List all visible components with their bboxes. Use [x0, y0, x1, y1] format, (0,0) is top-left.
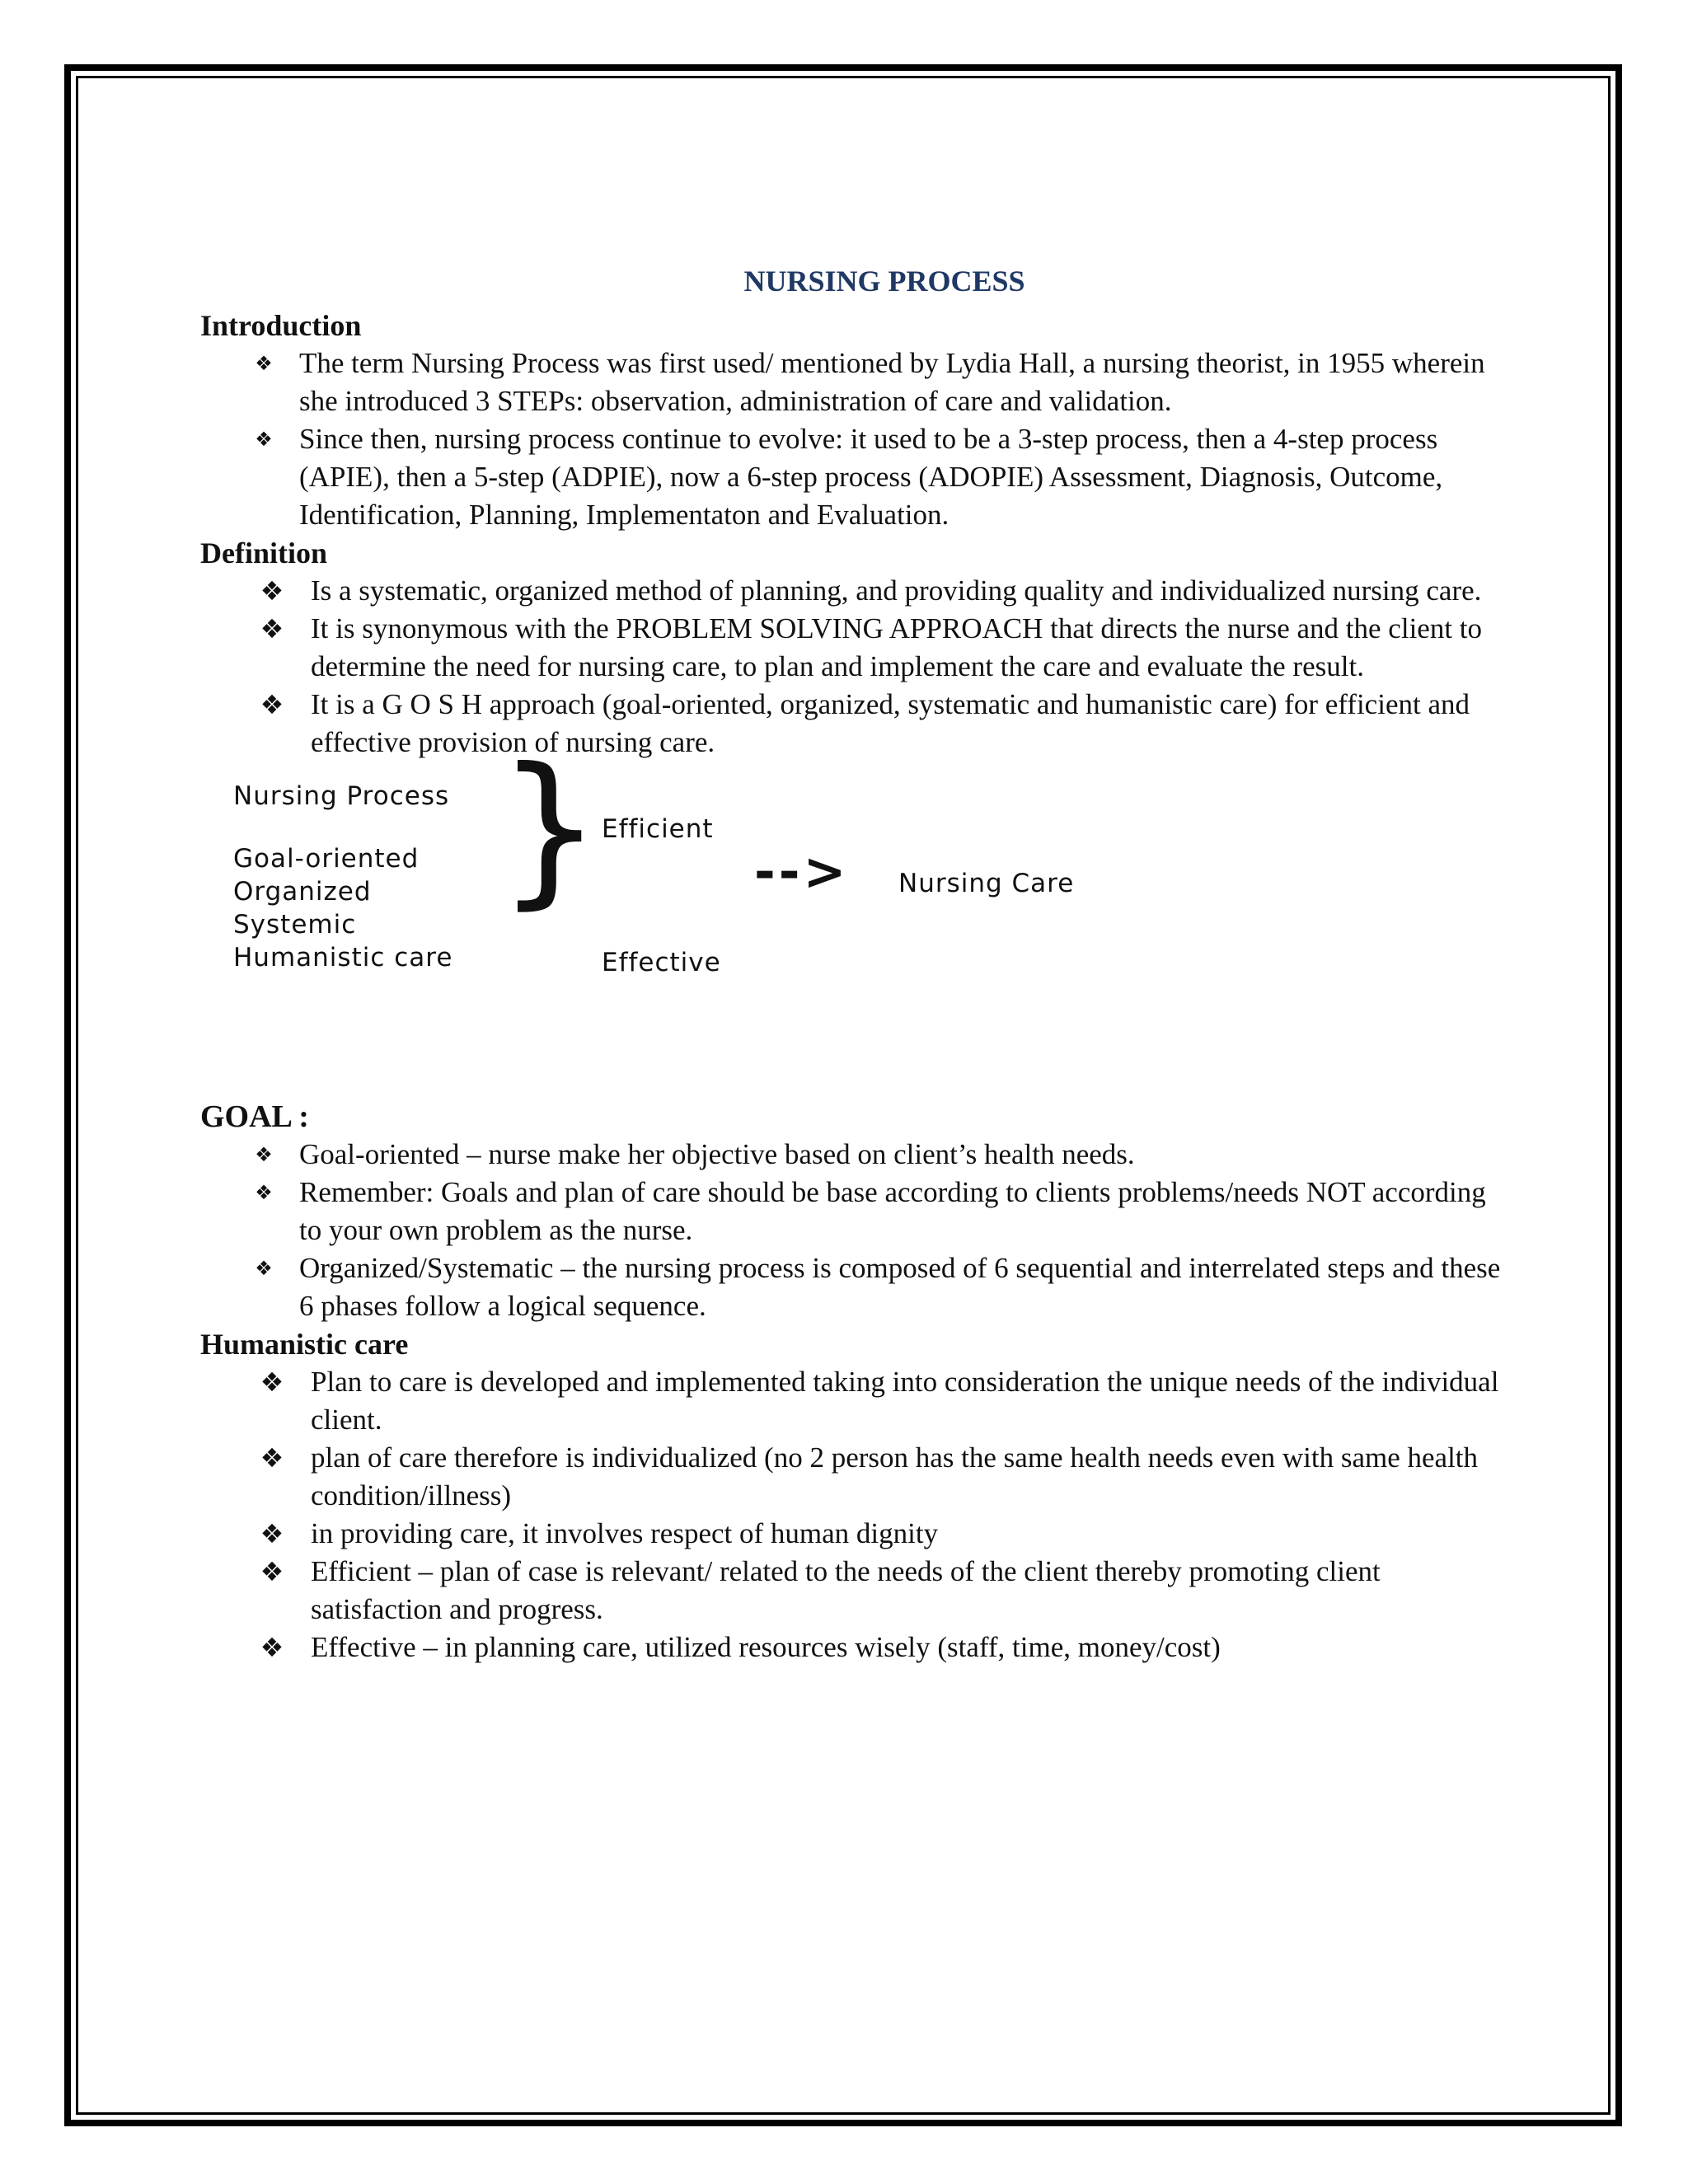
- diagram-result: Nursing Care: [898, 869, 1075, 898]
- heading-definition: Definition: [200, 537, 328, 569]
- list-item: ❖ It is a G O S H approach (goal-oriented, organized, systematic and humanistic care) for efficient and effective provision of nursing care.: [311, 686, 1503, 762]
- diamond-bullet-icon: ❖: [260, 1366, 284, 1398]
- diagram-brace: }: [497, 733, 603, 925]
- list-item: ❖ The term Nursing Process was first used/ mentioned by Lydia Hall, a nursing theorist, in 1955 wherein she introduced 3 STEPs: observation, administration of care and validation.: [299, 344, 1503, 420]
- document-body: [200, 262, 1503, 1666]
- diagram-outcome-top: Efficient: [602, 814, 714, 844]
- diamond-bullet-icon: ❖: [260, 1518, 284, 1549]
- definition-list: [200, 572, 1503, 762]
- list-item: ❖ Is a systematic, organized method of planning, and providing quality and individualized nursing care.: [311, 572, 1503, 610]
- list-item: ❖ plan of care therefore is individualized (no 2 person has the same health needs even with same health condition/illness): [311, 1439, 1503, 1515]
- diamond-bullet-icon: ❖: [260, 1442, 284, 1474]
- diagram-title: Nursing Process: [233, 781, 450, 811]
- heading-humanistic-care: Humanistic care: [200, 1328, 409, 1361]
- humanistic-list: [200, 1363, 1503, 1666]
- list-item: ❖ Plan to care is developed and implemented taking into consideration the unique needs of the individual client.: [311, 1363, 1503, 1439]
- diamond-bullet-icon: ❖: [260, 575, 284, 607]
- heading-introduction: Introduction: [200, 309, 362, 342]
- diamond-bullet-icon: ❖: [255, 352, 273, 375]
- list-item: ❖ Remember: Goals and plan of care should be base according to clients problems/needs NOT according to your own problem as the nurse.: [299, 1174, 1503, 1249]
- diagram-list-item: Organized: [233, 877, 372, 907]
- diamond-bullet-icon: ❖: [255, 428, 273, 451]
- diagram-list-item: Goal-oriented: [233, 844, 420, 874]
- diamond-bullet-icon: ❖: [255, 1181, 273, 1204]
- diamond-bullet-icon: ❖: [260, 1556, 284, 1587]
- diamond-bullet-icon: ❖: [260, 1632, 284, 1663]
- diagram-list: [233, 842, 452, 974]
- heading-goal: GOAL :: [200, 1099, 309, 1134]
- list-item: ❖ Effective – in planning care, utilized resources wisely (staff, time, money/cost): [311, 1629, 1503, 1666]
- diagram-list-item: Humanistic care: [233, 943, 453, 972]
- list-item: ❖ Goal-oriented – nurse make her objective based on client’s health needs.: [299, 1136, 1503, 1174]
- nursing-process-diagram: [200, 733, 1503, 1090]
- introduction-list: [200, 344, 1503, 534]
- list-item: ❖ It is synonymous with the PROBLEM SOLVING APPROACH that directs the nurse and the client to determine the need for nursing care, to plan and implement the care and evaluate the result.: [311, 610, 1503, 686]
- diagram-arrow: -->: [754, 841, 850, 902]
- diagram-list-item: Systemic: [233, 910, 357, 940]
- goal-section: [200, 1098, 1503, 1325]
- list-item: ❖ Since then, nursing process continue to evolve: it used to be a 3-step process, then a 4-step process (APIE), then a 5-step (ADPIE), now a 6-step process (ADOPIE) Assessment, Diagnosis, Outcome, Identification, Planning, Implementaton and Evaluation.: [299, 420, 1503, 534]
- diamond-bullet-icon: ❖: [255, 1143, 273, 1166]
- diamond-bullet-icon: ❖: [255, 1257, 273, 1280]
- diamond-bullet-icon: ❖: [260, 613, 284, 644]
- goal-list: [200, 1136, 1503, 1325]
- list-item: ❖ in providing care, it involves respect of human dignity: [311, 1515, 1503, 1553]
- diamond-bullet-icon: ❖: [260, 689, 284, 720]
- diagram-outcome-bottom: Effective: [602, 948, 721, 977]
- list-item: ❖ Efficient – plan of case is relevant/ related to the needs of the client thereby promoting client satisfaction and progress.: [311, 1553, 1503, 1629]
- list-item: ❖ Organized/Systematic – the nursing process is composed of 6 sequential and interrelated steps and these 6 phases follow a logical sequence.: [299, 1249, 1503, 1325]
- document-title: NURSING PROCESS: [743, 265, 1025, 298]
